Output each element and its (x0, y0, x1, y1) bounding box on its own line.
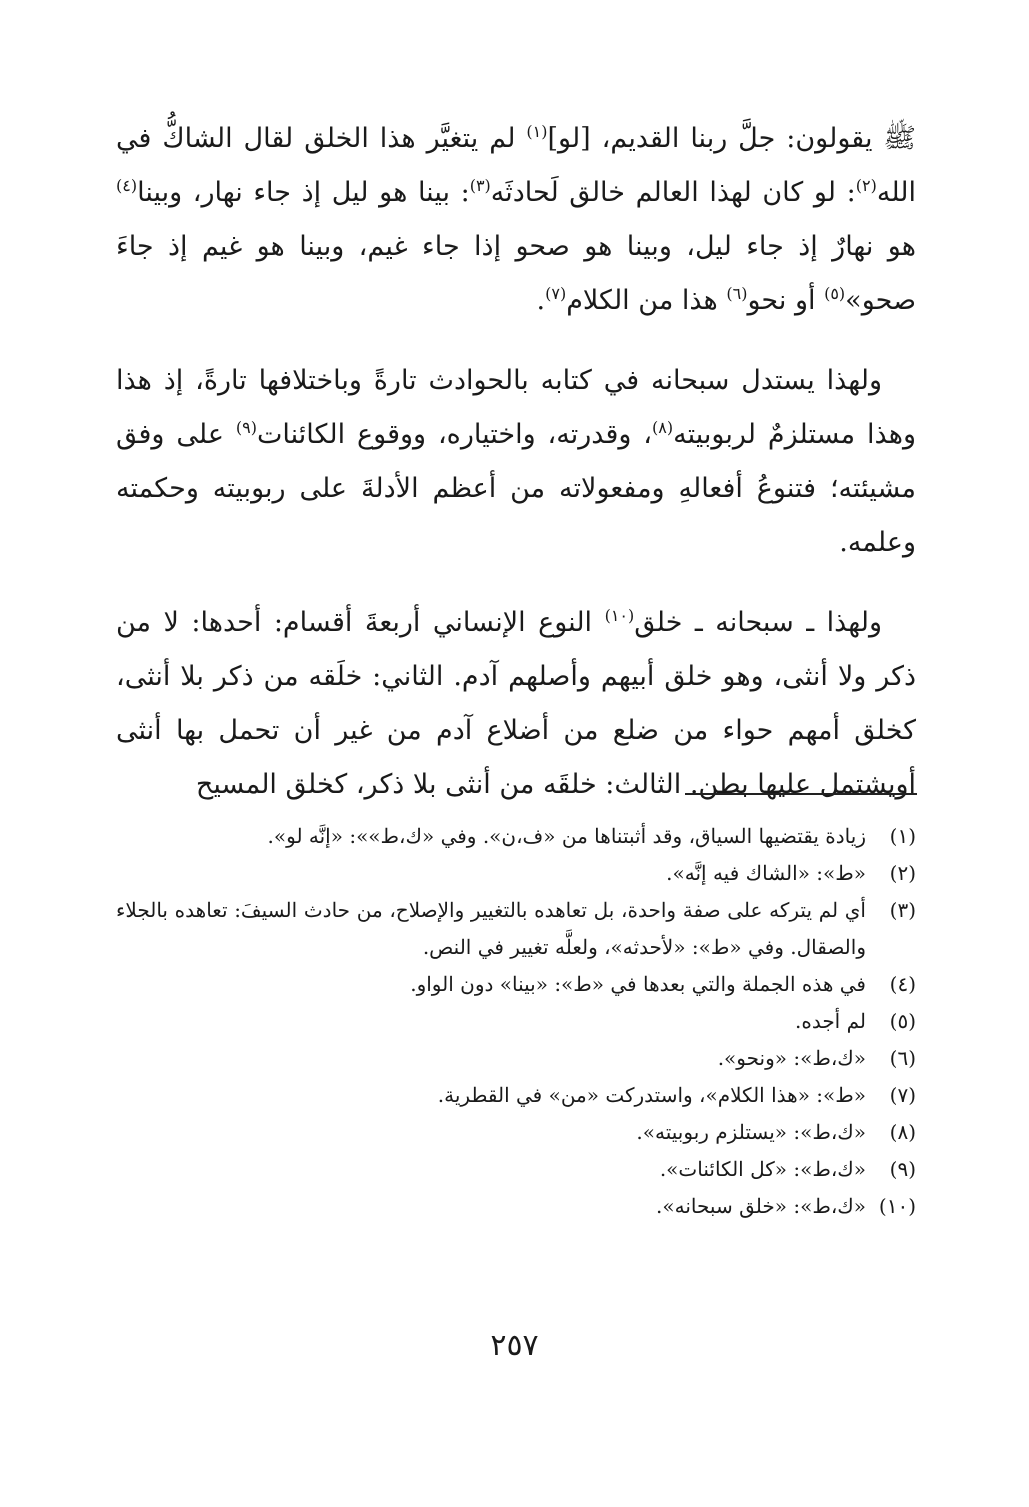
footnote-ref: (١٠) (604, 606, 635, 625)
footnote-number: (١) (889, 824, 916, 848)
footnote-text: «ك،ط»: «يستلزم ربوبيته». (636, 1120, 866, 1144)
footnote-text: لم أجده. (794, 1009, 866, 1033)
footnote-number: (٦) (889, 1046, 916, 1070)
footnote-text: في هذه الجملة والتي بعدها في «ط»: «بينا» دون الواو. (410, 972, 866, 996)
footnote-number: (٢) (889, 861, 916, 885)
footnote (116, 1114, 916, 1151)
text-span: ﷺ يقولون: جلَّ ربنا القديم، [لو] (547, 123, 916, 154)
footnote (116, 818, 916, 855)
footnote (116, 1077, 916, 1114)
footnote-ref: (٣) (469, 176, 491, 195)
footnote-ref: (١) (526, 122, 548, 141)
footnote-ref: (٤) (116, 176, 138, 195)
footnote-ref: (٧) (545, 284, 567, 303)
footnote-text: زيادة يقتضيها السياق، وقد أثبتناها من «ف،ن». وفي «ك،ط»»: «إنَّه لو». (267, 824, 866, 848)
footnote-number: (٣) (889, 898, 916, 922)
paragraph-2 (116, 354, 916, 570)
text-span: النوع الإنساني أربعةَ أقسام: أحدها: لا من ذكر ولا أنثى، وهو خلق أبيهم وأصلهم آدم. الثاني: خلَقه من ذكر بلا أنثى، كخلق أمهم حواء من ضلع من أضلاع آدم من غير أن تحمل بها أنثى أويشتمل عليها بطن. الثالث: خلقَه من أنثى بلا ذكر، كخلق المسيح (116, 607, 917, 800)
text-span: على وفق مشيئته؛ فتنوعُ أفعالهِ ومفعولاته من أعظم الأدلةَ على ربوبيته وحكمته وعلمه. (116, 419, 916, 558)
footnote-number: (٧) (889, 1083, 916, 1107)
text-span: هذا من الكلام (566, 285, 727, 316)
footnote (116, 892, 916, 966)
footnote-ref: (٦) (726, 284, 748, 303)
text-span: هو نهارٌ إذ جاء ليل، وبينا هو صحو إذا جاء غيم، وبينا هو غيم إذ جاءَ صحو» (116, 231, 916, 316)
footnote (116, 1003, 916, 1040)
footnote-text: «ط»: «هذا الكلام»، واستدركت «من» في القطرية. (437, 1083, 866, 1107)
footnote-ref: (٨) (652, 418, 674, 437)
footnote-number: (١٠) (878, 1194, 916, 1218)
footnote-number: (٩) (889, 1157, 916, 1181)
footnote-ref: (٢) (855, 176, 877, 195)
text-span: ، وقدرته، واختياره، ووقوع الكائنات (256, 419, 653, 450)
text-span: أو نحو (747, 285, 825, 316)
footnote-number: (٨) (889, 1120, 916, 1144)
page-number: ٢٥٧ (490, 1328, 539, 1363)
footnote-text: «ك،ط»: «كل الكائنات». (659, 1157, 866, 1181)
footnote-ref: (٩) (235, 418, 257, 437)
footnote-number: (٥) (889, 1009, 916, 1033)
text-span: : بينا هو ليل إذ جاء نهار، وبينا (137, 177, 470, 208)
footnote (116, 1040, 916, 1077)
footnote-text: «ك،ط»: «ونحو». (717, 1046, 866, 1070)
footnote (116, 1151, 916, 1188)
footnote-divider (685, 793, 917, 795)
footnote (116, 855, 916, 892)
footnote-text: «ك،ط»: «خلق سبحانه». (656, 1194, 866, 1218)
footnote (116, 1188, 916, 1225)
text-span: ولهذا يستدل سبحانه في كتابه بالحوادث تارةً وباختلافها تارةً، إذ هذا وهذا مستلزمٌ لربوبيته (116, 365, 916, 450)
paragraph-1 (116, 112, 916, 328)
footnote-number: (٤) (889, 972, 916, 996)
main-text (116, 112, 916, 838)
footnote-text: أي لم يتركه على صفة واحدة، بل تعاهده بالتغيير والإصلاح، من حادث السيفَ: تعاهده بالجلاء والصقال. وفي «ط»: «لأحدثه»، ولعلَّه تغيير في النص. (116, 898, 866, 959)
text-span: . (536, 285, 546, 316)
footnote-ref: (٥) (824, 284, 846, 303)
footnote (116, 966, 916, 1003)
text-span: : لو كان لهذا العالم خالق لَحادثَه (490, 177, 856, 208)
text-span: لم يتغيَّر هذا الخلق لقال الشاكُّ في الله (116, 123, 916, 208)
footnotes (116, 818, 916, 1225)
text-span: ولهذا ـ سبحانه ـ خلق (634, 607, 882, 638)
footnote-text: «ط»: «الشاك فيه إنَّه». (666, 861, 866, 885)
paragraph-3 (116, 596, 916, 812)
